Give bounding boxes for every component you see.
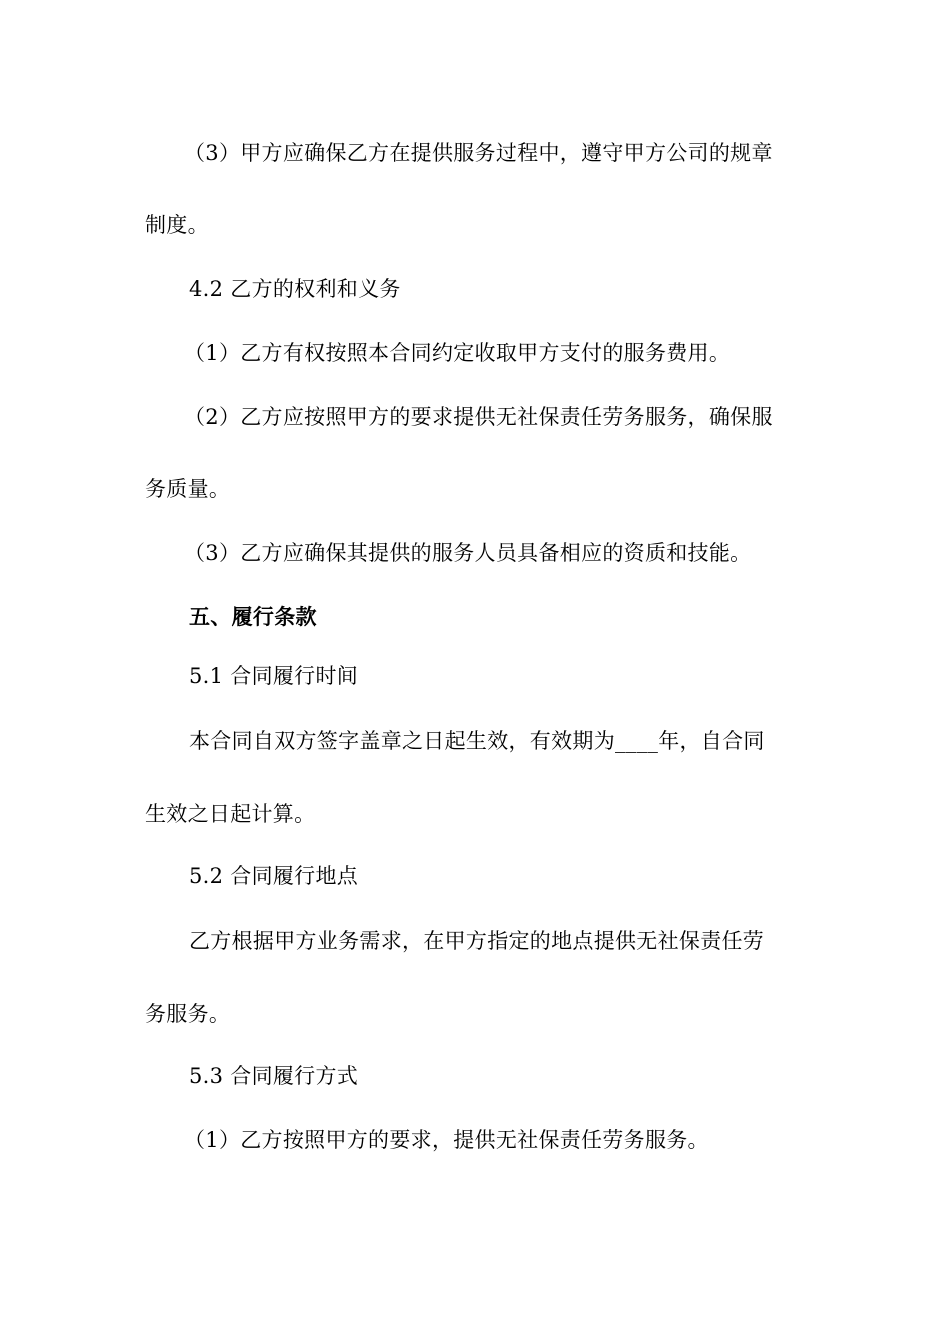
clause-4-2-3: （3）乙方应确保其提供的服务人员具备相应的资质和技能。 xyxy=(184,541,752,565)
section-5-1-heading: 5.1 合同履行时间 xyxy=(189,664,359,688)
section-5-2-heading: 5.2 合同履行地点 xyxy=(189,864,359,888)
clause-4-1-3-line-2: 制度。 xyxy=(145,213,209,237)
section-5-1-body-line-1: 本合同自双方签字盖章之日起生效，有效期为____年，自合同 xyxy=(189,729,765,753)
section-5-3-heading: 5.3 合同履行方式 xyxy=(189,1064,359,1088)
section-5-2-body-line-1: 乙方根据甲方业务需求，在甲方指定的地点提供无社保责任劳 xyxy=(189,929,765,953)
chapter-5-heading: 五、履行条款 xyxy=(189,604,317,629)
clause-4-2-2-line-2: 务质量。 xyxy=(145,477,231,501)
clause-5-3-1: （1）乙方按照甲方的要求，提供无社保责任劳务服务。 xyxy=(184,1128,709,1152)
section-5-1-body-line-2: 生效之日起计算。 xyxy=(145,802,316,826)
clause-4-2-1: （1）乙方有权按照本合同约定收取甲方支付的服务费用。 xyxy=(184,341,731,365)
section-4-2-heading: 4.2 乙方的权利和义务 xyxy=(189,277,401,301)
clause-4-2-2-line-1: （2）乙方应按照甲方的要求提供无社保责任劳务服务，确保服 xyxy=(184,405,773,429)
section-5-2-body-line-2: 务服务。 xyxy=(145,1002,231,1026)
clause-4-1-3-line-1: （3）甲方应确保乙方在提供服务过程中，遵守甲方公司的规章 xyxy=(184,141,773,165)
